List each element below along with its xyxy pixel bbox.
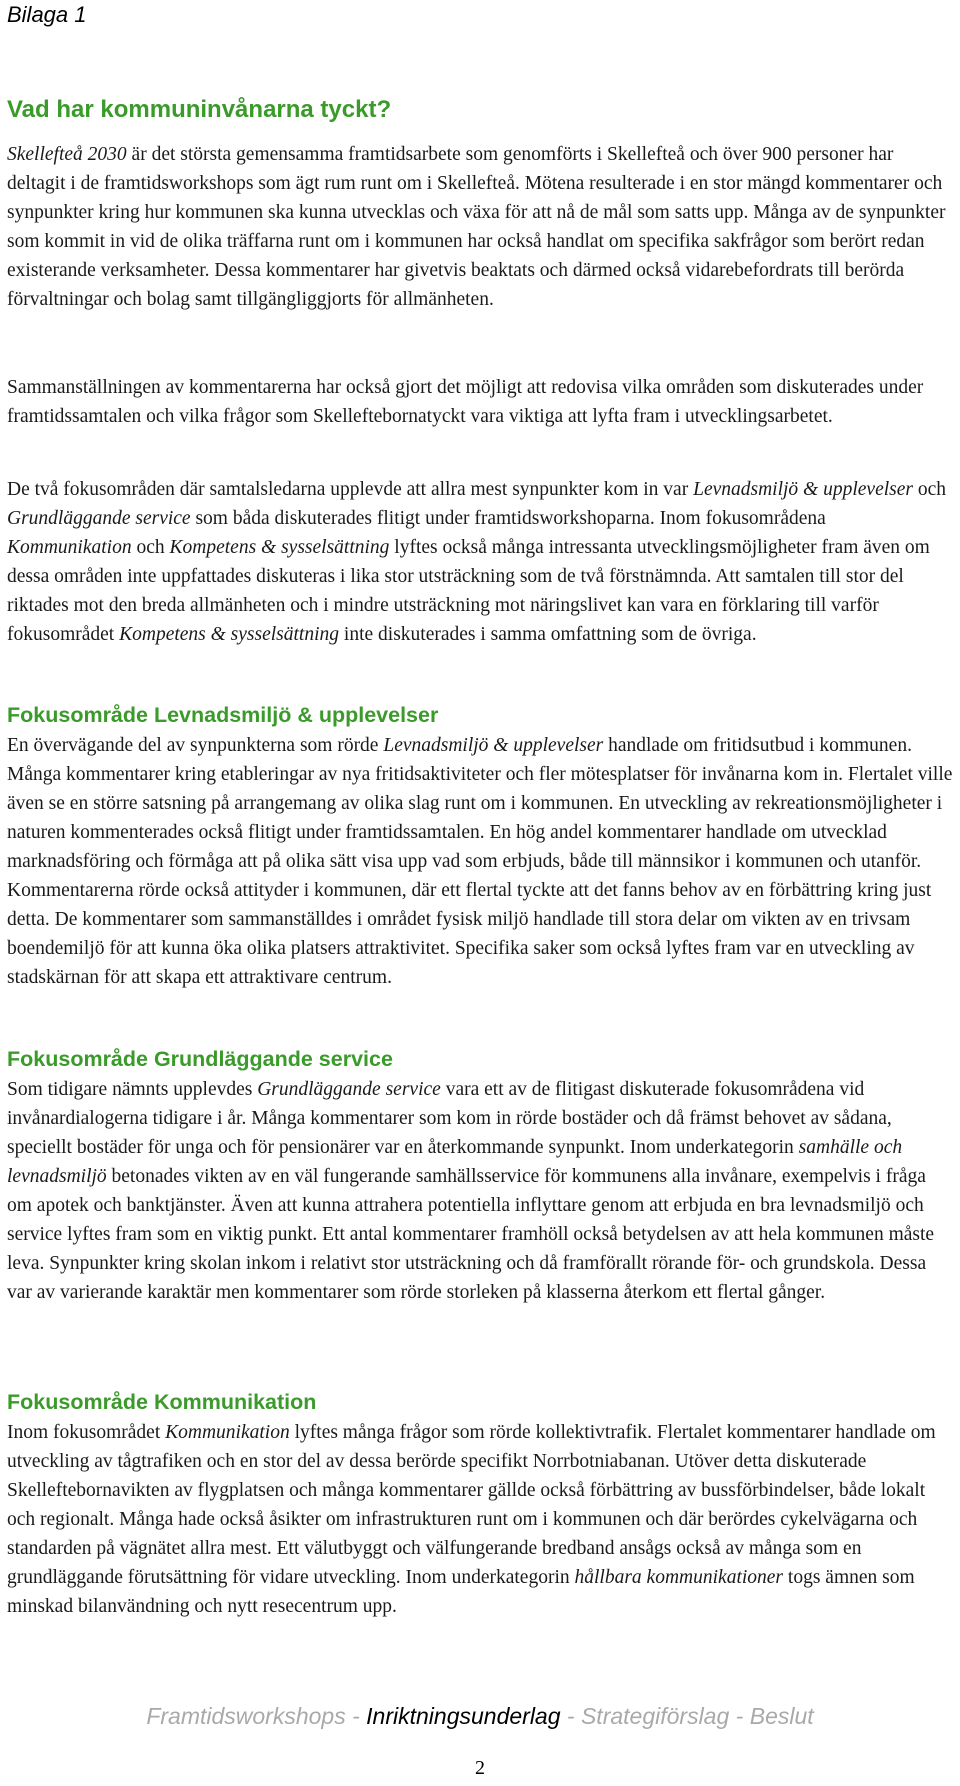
section-heading-grundlaggande-service: Fokusområde Grundläggande service <box>7 1047 393 1071</box>
italic-term: Kommunikation <box>165 1422 290 1443</box>
section-heading-kommunikation: Fokusområde Kommunikation <box>7 1390 317 1414</box>
appendix-label: Bilaga 1 <box>7 2 87 27</box>
footer-step-beslut: Beslut <box>749 1703 814 1729</box>
intro-paragraph-2: Sammanställningen av kommentarerna har också gjort det möjligt att redovisa vilka områden som diskuterades under framtidssamtalen och vilka frågor som Skelleftebornatyckt vara viktiga att lyfta fram i utvecklingsarbetet. <box>7 377 924 427</box>
section-body-grundlaggande-service: Som tidigare nämnts upplevdes Grundläggande service vara ett av de flitigast diskuterade fokusområdena vid invånardialogerna tidigare i år. Många kommentarer som kom in rörde bostäder och då främst behovet av sådana, speciellt bostäder för unga och för pensionärer var en återkommande synpunkt. Inom underkategorin samhälle och levnadsmiljö betonades vikten av en väl fungerande samhällsservice för kommunens alla invånare, exempelvis i fråga om apotek och banktjänster. Även att kunna attrahera potentiella inflyttare genom att erbjuda en bra levnadsmiljö och service lyftes fram som en viktig punkt. Ett antal kommentarer framhöll också betydelsen av att hela kommunen måste leva. Synpunkter kring skolan inkom i relativt stor utsträckning och då framförallt rörande för- och grundskola. Dessa var av varierande karaktär men kommentarer som rörde storleken på klasserna återkom ett flertal gånger. <box>7 1079 935 1303</box>
italic-term: Grundläggande service <box>257 1079 441 1100</box>
intro-paragraph-3: De två fokusområden där samtalsledarna upplevde att allra mest synpunkter kom in var Levnadsmiljö & upplevelser och Grundläggande service som båda diskuterades flitigt under framtidsworkshoparna. Inom fokusområdena Kommunikation och Kompetens & sysselsättning lyftes också många intressanta utvecklingsmöjligheter fram även om dessa områden inte uppfattades diskuteras i lika stor utsträckning som de två förstnämnda. Att samtalen till stor del riktades mot den breda allmänheten och i mindre utsträckning mot näringslivet kan vara en förklaring till varför fokusområdet Kompetens & sysselsättning inte diskuterades i samma omfattning som de övriga. <box>7 479 947 645</box>
section-body-kommunikation: Inom fokusområdet Kommunikation lyftes många frågor som rörde kollektivtrafik. Flertalet kommentarer handlade om utveckling av tågtrafiken och en stor del av dessa berörde specifikt Norrbotniabanan. Utöver detta diskuterade Skelleftebornavikten av flygplatsen och många kommentarer gällde också förbättring av bussförbindelser, både lokalt och regionalt. Många hade också åsikter om infrastrukturen runt om i kommunen och där berördes cykelvägarna och standarden på vägnätet allra mest. Ett välutbyggt och välfungerande bredband ansågs också av många som en grundläggande förutsättning för vidare utveckling. Inom underkategorin hållbara kommunikationer togs ämnen som minskad bilanvändning och nytt resecentrum upp. <box>7 1422 936 1617</box>
italic-term: Levnadsmiljö & upplevelser <box>383 735 604 756</box>
italic-term: Kompetens & sysselsättning <box>119 624 340 645</box>
footer-step-inriktningsunderlag: Inriktningsunderlag <box>366 1703 561 1729</box>
page-number: 2 <box>475 1757 485 1779</box>
footer-separator: - <box>560 1703 581 1729</box>
process-footer <box>0 1703 960 1730</box>
footer-separator: - <box>729 1703 750 1729</box>
italic-term: samhälle och levnadsmiljö <box>7 1137 903 1187</box>
italic-term: Kommunikation <box>7 537 132 558</box>
intro-paragraph-1: Skellefteå 2030 är det största gemensamma framtidsarbete som genomförts i Skellefteå och över 900 personer har deltagit i de framtidsworkshops som ägt rum runt om i Skellefteå. Mötena resulterade i en stor mängd kommentarer och synpunkter kring hur kommunen ska kunna utvecklas och växa för att nå de mål som satts upp. Många av de synpunkter som kommit in vid de olika träffarna runt om i kommunen har också handlat om specifika sakfrågor som berört redan existerande verksamheter. Dessa kommentarer har givetvis beaktats och därmed också vidarebefordrats till berörda förvaltningar och bolag samt tillgängliggjorts för allmänheten. <box>7 144 946 310</box>
footer-separator: - <box>345 1703 367 1729</box>
section-body-levnadsmiljo: En övervägande del av synpunkterna som rörde Levnadsmiljö & upplevelser handlade om fritidsutbud i kommunen. Många kommentarer kring etableringar av nya fritidsaktiviteter och fler mötesplatser för invånarna kom in. Flertalet ville även se en större satsning på arrangemang av olika slag runt om i kommunen. En utveckling av rekreationsmöjligheter i naturen kommenterades också flitigt under framtidssamtalen. En hög andel kommentarer handlade om utvecklad marknadsföring och förmåga att på olika sätt visa upp vad som erbjuds, både till männsikor i kommunen och utanför. Kommentarerna rörde också attityder i kommunen, där ett flertal tyckte att det fanns behov av en förbättring kring just detta. De kommentarer som sammanställdes i området fysisk miljö handlade till stora delar om vikten av en trivsam boendemiljö för att kunna öka olika platsers attraktivitet. Specifika saker som också lyftes fram var en utveckling av stadskärnan för att skapa ett attraktivare centrum. <box>7 735 953 988</box>
italic-term: Levnadsmiljö & upplevelser <box>693 479 913 500</box>
italic-term: Grundläggande service <box>7 508 191 529</box>
page-title: Vad har kommuninvånarna tyckt? <box>7 96 392 123</box>
section-heading-levnadsmiljo: Fokusområde Levnadsmiljö & upplevelser <box>7 703 439 727</box>
italic-term: hållbara kommunikationer <box>574 1567 784 1588</box>
footer-step-framtidsworkshops: Framtidsworkshops <box>146 1703 346 1729</box>
italic-term: Kompetens & sysselsättning <box>169 537 390 558</box>
italic-term: Skellefteå 2030 <box>7 144 127 165</box>
footer-step-strategiforslag: Strategiförslag <box>580 1703 730 1729</box>
